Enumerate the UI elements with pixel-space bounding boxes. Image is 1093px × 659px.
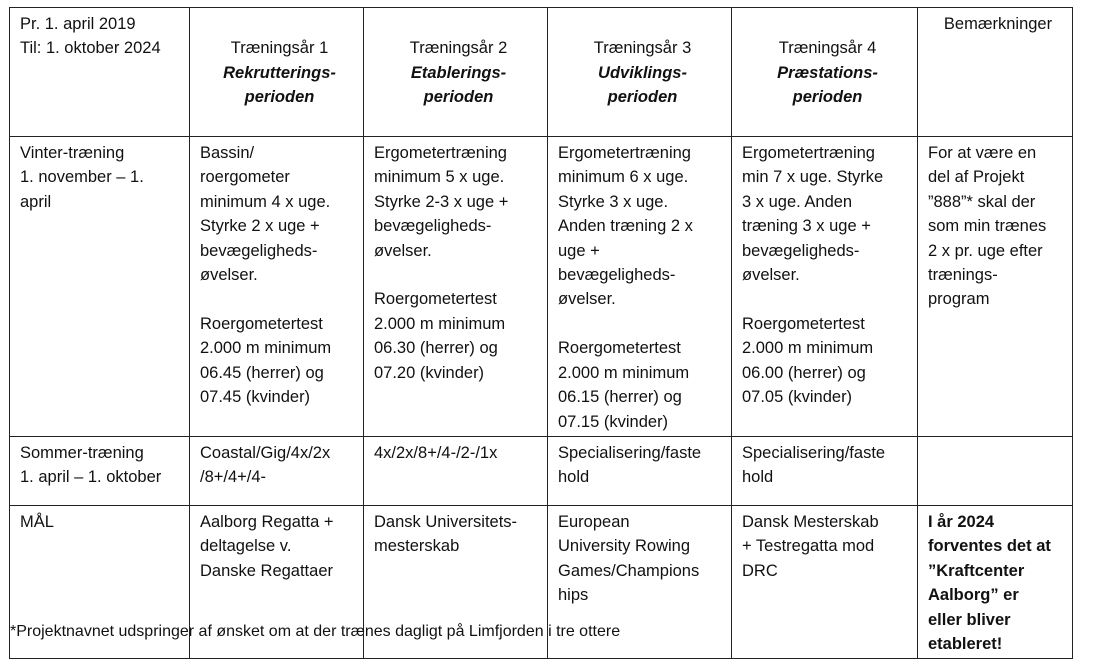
year-3-title: Træningsår 3 bbox=[593, 39, 692, 58]
header-year-1 bbox=[190, 8, 364, 137]
training-plan-table bbox=[9, 7, 1073, 659]
year-2-title: Træningsår 2 bbox=[409, 39, 508, 58]
winter-year-1-cell: Bassin/ roergometer minimum 4 x uge. Styrke 2 x uge + bevægeligheds- øvelser. Roergometertest 2.000 m minimum 06.45 (herrer) og 07.45 (kvinder) bbox=[190, 137, 364, 437]
header-year-4 bbox=[732, 8, 918, 137]
winter-year-3-cell: Ergometertræning minimum 6 x uge. Styrke 3 x uge. Anden træning 2 x uge + bevægeligheds- øvelser. Roergometertest 2.000 m minimum 06.15 (herrer) og 07.15 (kvinder) bbox=[548, 137, 732, 437]
summer-year-1-cell: Coastal/Gig/4x/2x /8+/4+/4- bbox=[190, 436, 364, 505]
goals-remark-cell: I år 2024 forventes det at ”Kraftcenter Aalborg” er eller bliver etableret! bbox=[918, 505, 1073, 658]
goals-year-2-cell: Dansk Universitets- mesterskab bbox=[364, 505, 548, 658]
year-1-period: Rekrutterings- perioden bbox=[223, 63, 336, 107]
goals-year-3-cell: European University Rowing Games/Champions hips bbox=[548, 505, 732, 658]
goals-label: MÅL bbox=[10, 505, 190, 658]
header-remarks: Bemærkninger bbox=[918, 8, 1073, 137]
summer-training-label: Sommer-træning 1. april – 1. oktober bbox=[10, 436, 190, 505]
header-year-2 bbox=[364, 8, 548, 137]
year-2-period: Etablerings- perioden bbox=[410, 63, 507, 107]
year-1-title: Træningsår 1 bbox=[230, 39, 329, 58]
year-4-title: Træningsår 4 bbox=[778, 39, 877, 58]
summer-training-row bbox=[10, 436, 1073, 505]
winter-year-4-cell: Ergometertræning min 7 x uge. Styrke 3 x uge. Anden træning 3 x uge + bevægeligheds- øvelser. Roergometertest 2.000 m minimum 06.00 (herrer) og 07.05 (kvinder) bbox=[732, 137, 918, 437]
summer-remark-cell bbox=[918, 436, 1073, 505]
winter-year-2-cell: Ergometertræning minimum 5 x uge. Styrke 2-3 x uge + bevægeligheds- øvelser. Roergometertest 2.000 m minimum 06.30 (herrer) og 07.20 (kvinder) bbox=[364, 137, 548, 437]
summer-year-2-cell: 4x/2x/8+/4-/2-/1x bbox=[364, 436, 548, 505]
summer-year-4-cell: Specialisering/faste hold bbox=[732, 436, 918, 505]
year-3-period: Udviklings- perioden bbox=[598, 63, 687, 107]
winter-training-row bbox=[10, 137, 1073, 437]
winter-remark-cell: For at være en del af Projekt ”888”* skal der som min trænes 2 x pr. uge efter trænings- program bbox=[918, 137, 1073, 437]
summer-year-3-cell: Specialisering/faste hold bbox=[548, 436, 732, 505]
header-row bbox=[10, 8, 1073, 137]
year-4-period: Præstations- perioden bbox=[777, 63, 878, 107]
goals-year-4-cell: Dansk Mesterskab + Testregatta mod DRC bbox=[732, 505, 918, 658]
goals-year-1-cell: Aalborg Regatta + deltagelse v. Danske Regattaer bbox=[190, 505, 364, 658]
period-dates-cell: Pr. 1. april 2019 Til: 1. oktober 2024 bbox=[10, 8, 190, 137]
footnote: *Projektnavnet udspringer af ønsket om at der trænes dagligt på Limfjorden i tre ottere bbox=[10, 623, 621, 640]
winter-training-label: Vinter-træning 1. november – 1. april bbox=[10, 137, 190, 437]
header-year-3 bbox=[548, 8, 732, 137]
